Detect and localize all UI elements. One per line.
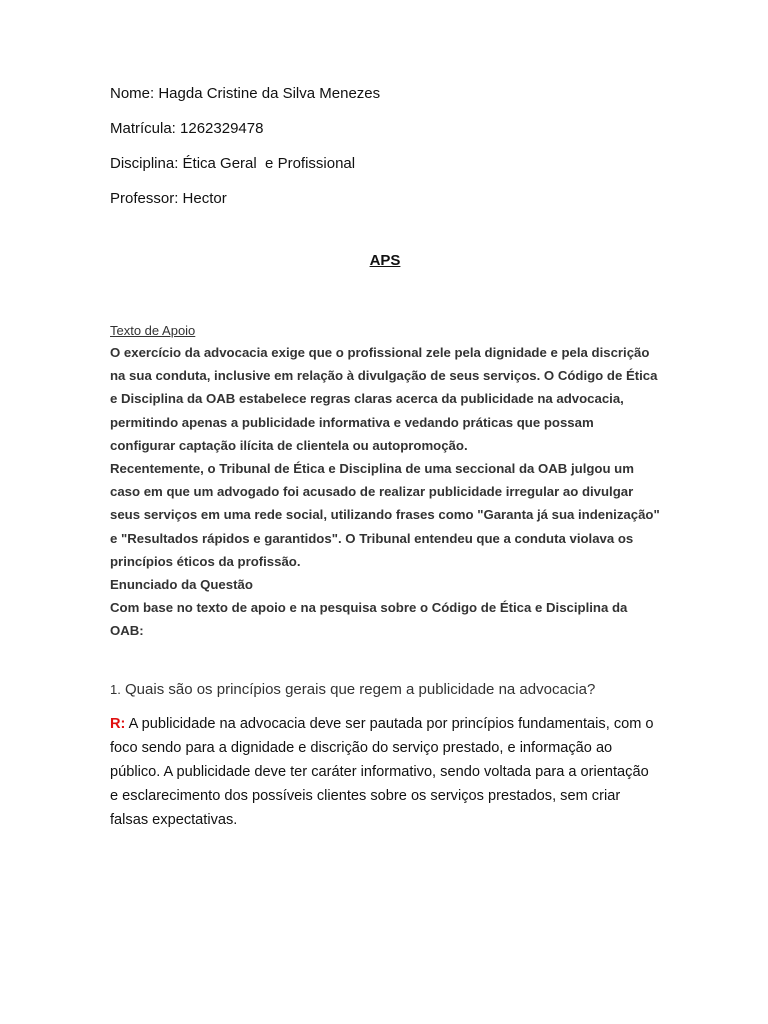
support-paragraph-1: O exercício da advocacia exige que o profissional zele pela dignidade e pela discrição na sua conduta, inclusive em relação à divulgação de seus serviços. O Código de Ética e Disciplina da OAB estabelece regras claras acerca da publicidade na advocacia, permitindo apenas a publicidade informativa e vedando práticas que possam configurar captação ilícita de clientela ou autopromoção. — [110, 345, 658, 453]
document-title: APS — [369, 252, 401, 269]
subject-line: Disciplina: Ética Geral e Profissional — [110, 155, 356, 172]
support-paragraph-2: Recentemente, o Tribunal de Ética e Disciplina de uma seccional da OAB julgou um caso em que um advogado foi acusado de realizar publicidade irregular ao divulgar seus serviços em uma rede social, utilizando frases como "Garanta já sua indenização" e "Resultados rápidos e garantidos". O Tribunal entendeu que a conduta violava os princípios éticos da profissão. — [110, 461, 660, 569]
support-text-label: Texto de Apoio — [110, 323, 196, 338]
statement-heading: Enunciado da Questão — [110, 577, 253, 593]
document-body — [110, 84, 660, 833]
answer-1 — [110, 712, 660, 833]
professor-line: Professor: Hector — [110, 190, 227, 207]
statement-text: Com base no texto de apoio e na pesquisa sobre o Código de Ética e Disciplina da OAB: — [110, 600, 628, 639]
student-name: Nome: Hagda Cristine da Silva Menezes — [110, 85, 381, 102]
answer-1-text: A publicidade na advocacia deve ser pautada por princípios fundamentais, com o foco sendo para a dignidade e discrição do serviço prestado, e informação ao público. A publicidade deve ter caráter informativo, sendo voltada para a orientação e esclarecimento dos possíveis clientes sobre os serviços prestados, sem criar falsas expectativas. — [110, 715, 654, 829]
student-enrollment: Matrícula: 1262329478 — [110, 120, 264, 137]
question-1 — [110, 680, 660, 700]
question-1-number: 1. — [110, 681, 121, 697]
answer-1-prefix: R: — [110, 715, 126, 732]
question-1-text: Quais são os princípios gerais que regem a publicidade na advocacia? — [125, 680, 596, 698]
